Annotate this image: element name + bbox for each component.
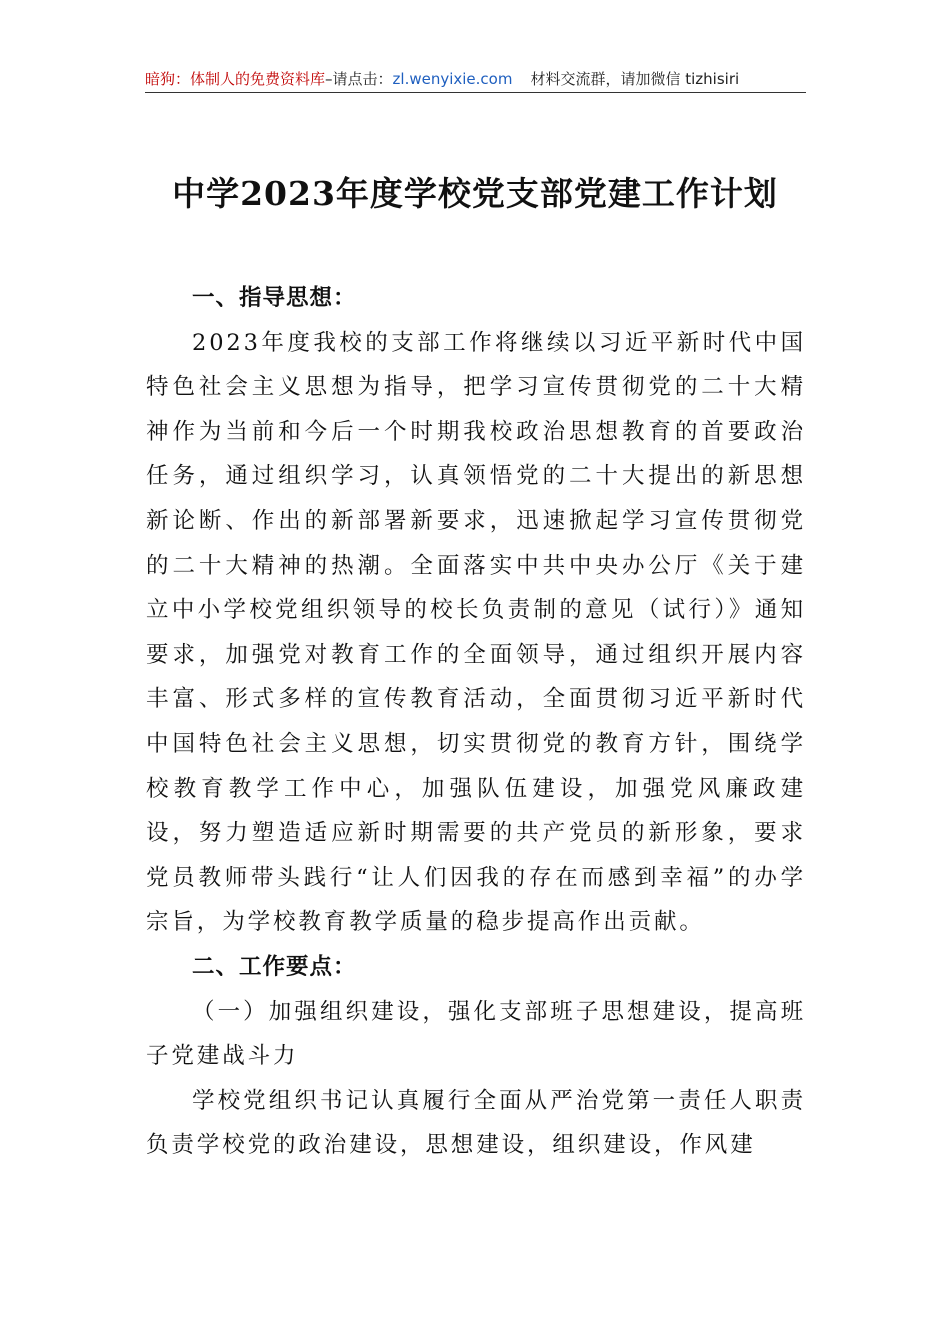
document-body: [146, 276, 806, 1168]
subsection-heading-organization: （一）加强组织建设，强化支部班子思想建设，提高班子党建战斗力: [146, 998, 806, 1070]
document-title: 中学2023年度学校党支部党建工作计划: [172, 174, 778, 213]
section-heading-work-points: 二、工作要点：: [192, 953, 357, 980]
page-header: [145, 68, 805, 89]
header-group-text: 材料交流群，请加微信 tizhisiri: [530, 70, 740, 88]
header-divider: [145, 92, 806, 93]
header-click-prompt: –请点击：: [325, 70, 393, 88]
header-url-link[interactable]: zl.wenyixie.com: [392, 70, 513, 88]
section-heading-guiding-ideology: 一、指导思想：: [192, 285, 357, 311]
header-brand: 暗狗：体制人的免费资料库: [145, 70, 326, 88]
paragraph-organization: 学校党组织书记认真履行全面从严治党第一责任人职责负责学校党的政治建设，思想建设，组织建设，作风建: [146, 1087, 806, 1159]
paragraph-guiding-ideology: 2023年度我校的支部工作将继续以习近平新时代中国特色社会主义思想为指导，把学习宣传贯彻党的二十大精神作为当前和今后一个时期我校政治思想教育的首要政治任务，通过组织学习，认真领悟党的二十大提出的新思想新论断、作出的新部署新要求，迅速掀起学习宣传贯彻党的二十大精神的热潮。全面落实中共中央办公厅《关于建立中小学校党组织领导的校长负责制的意见（试行）》通知要求，加强党对教育工作的全面领导，通过组织开展内容丰富、形式多样的宣传教育活动，全面贯彻习近平新时代中国特色社会主义思想，切实贯彻党的教育方针，围绕学校教育教学工作中心，加强队伍建设，加强党风廉政建设，努力塑造适应新时期需要的共产党员的新形象，要求党员教师带头践行“让人们因我的存在而感到幸福”的办学宗旨，为学校教育教学质量的稳步提高作出贡献。: [146, 329, 806, 936]
